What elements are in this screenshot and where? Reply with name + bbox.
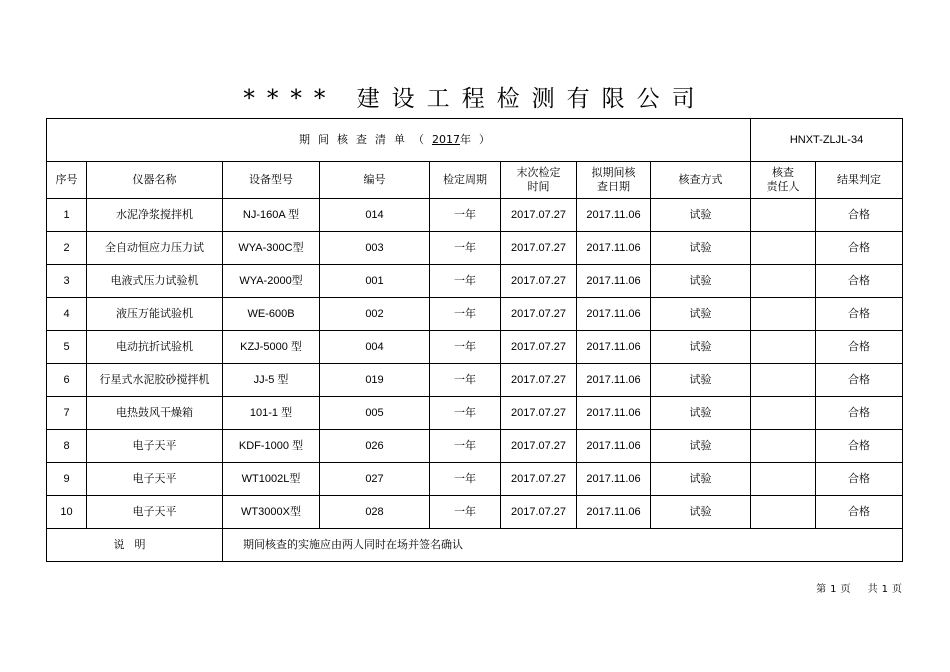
row-model: WYA-2000型 xyxy=(223,265,320,298)
row-model: KZJ-5000 型 xyxy=(223,331,320,364)
table-body xyxy=(47,199,903,529)
row-person xyxy=(751,496,816,529)
header-last-check-line2: 时间 xyxy=(527,180,550,193)
row-last-check: 2017.07.27 xyxy=(501,265,577,298)
footer-total-prefix: 共 xyxy=(867,584,878,595)
row-method: 试验 xyxy=(651,331,751,364)
row-last-check: 2017.07.27 xyxy=(501,496,577,529)
row-result: 合格 xyxy=(816,397,903,430)
row-number: 019 xyxy=(320,364,430,397)
row-result: 合格 xyxy=(816,331,903,364)
row-last-check: 2017.07.27 xyxy=(501,364,577,397)
row-last-check: 2017.07.27 xyxy=(501,298,577,331)
row-result: 合格 xyxy=(816,232,903,265)
row-method: 试验 xyxy=(651,430,751,463)
row-last-check: 2017.07.27 xyxy=(501,463,577,496)
row-seq: 3 xyxy=(47,265,87,298)
row-name: 电子天平 xyxy=(87,430,223,463)
page-footer xyxy=(812,580,902,595)
title-row xyxy=(47,119,903,162)
row-number: 014 xyxy=(320,199,430,232)
header-seq: 序号 xyxy=(47,162,87,199)
footer-page: 1 xyxy=(830,584,837,595)
note-text: 期间核查的实施应由两人同时在场并签名确认 xyxy=(223,529,903,562)
row-person xyxy=(751,397,816,430)
row-person xyxy=(751,265,816,298)
header-plan-date xyxy=(577,162,651,199)
row-period: 一年 xyxy=(430,298,501,331)
header-number: 编号 xyxy=(320,162,430,199)
row-seq: 9 xyxy=(47,463,87,496)
row-model: WT3000X型 xyxy=(223,496,320,529)
row-seq: 4 xyxy=(47,298,87,331)
row-period: 一年 xyxy=(430,265,501,298)
table-row xyxy=(47,397,903,430)
row-method: 试验 xyxy=(651,364,751,397)
company-name: **** 建设工程检测有限公司 xyxy=(243,86,707,112)
header-person-line1: 核查 xyxy=(772,166,794,179)
row-model: WT1002L型 xyxy=(223,463,320,496)
header-name: 仪器名称 xyxy=(87,162,223,199)
header-model: 设备型号 xyxy=(223,162,320,199)
row-model: WYA-300C型 xyxy=(223,232,320,265)
row-person xyxy=(751,463,816,496)
header-row xyxy=(47,162,903,199)
row-last-check: 2017.07.27 xyxy=(501,430,577,463)
row-plan-date: 2017.11.06 xyxy=(577,232,651,265)
row-name: 电子天平 xyxy=(87,463,223,496)
row-model: JJ-5 型 xyxy=(223,364,320,397)
row-plan-date: 2017.11.06 xyxy=(577,298,651,331)
row-number: 027 xyxy=(320,463,430,496)
row-seq: 6 xyxy=(47,364,87,397)
footer-page-prefix: 第 xyxy=(816,584,827,595)
row-period: 一年 xyxy=(430,430,501,463)
inspection-table xyxy=(46,118,903,562)
row-last-check: 2017.07.27 xyxy=(501,397,577,430)
row-result: 合格 xyxy=(816,199,903,232)
row-last-check: 2017.07.27 xyxy=(501,232,577,265)
header-person-line2: 责任人 xyxy=(766,180,800,193)
row-person xyxy=(751,430,816,463)
row-last-check: 2017.07.27 xyxy=(501,199,577,232)
row-method: 试验 xyxy=(651,496,751,529)
header-last-check-line1: 末次检定 xyxy=(516,166,561,179)
table-row xyxy=(47,463,903,496)
row-plan-date: 2017.11.06 xyxy=(577,496,651,529)
row-plan-date: 2017.11.06 xyxy=(577,397,651,430)
row-person xyxy=(751,364,816,397)
row-model: WE-600B xyxy=(223,298,320,331)
row-plan-date: 2017.11.06 xyxy=(577,331,651,364)
form-code: HNXT-ZLJL-34 xyxy=(751,119,903,162)
row-result: 合格 xyxy=(816,298,903,331)
row-result: 合格 xyxy=(816,496,903,529)
row-number: 028 xyxy=(320,496,430,529)
row-model: KDF-1000 型 xyxy=(223,430,320,463)
header-plan-line1: 拟期间核 xyxy=(591,166,636,179)
row-number: 005 xyxy=(320,397,430,430)
row-period: 一年 xyxy=(430,331,501,364)
row-last-check: 2017.07.27 xyxy=(501,331,577,364)
header-person xyxy=(751,162,816,199)
table-row xyxy=(47,496,903,529)
row-name: 电动抗折试验机 xyxy=(87,331,223,364)
table-row xyxy=(47,232,903,265)
header-period: 检定周期 xyxy=(430,162,501,199)
row-seq: 5 xyxy=(47,331,87,364)
row-model: 101-1 型 xyxy=(223,397,320,430)
row-person xyxy=(751,199,816,232)
row-method: 试验 xyxy=(651,232,751,265)
row-method: 试验 xyxy=(651,463,751,496)
row-person xyxy=(751,232,816,265)
row-method: 试验 xyxy=(651,397,751,430)
row-name: 水泥净浆搅拌机 xyxy=(87,199,223,232)
row-seq: 1 xyxy=(47,199,87,232)
row-seq: 2 xyxy=(47,232,87,265)
row-number: 003 xyxy=(320,232,430,265)
form-title-suffix: 年） xyxy=(460,133,498,146)
row-period: 一年 xyxy=(430,364,501,397)
form-title-year: 2017 xyxy=(432,133,460,146)
table-row xyxy=(47,199,903,232)
row-seq: 7 xyxy=(47,397,87,430)
row-result: 合格 xyxy=(816,430,903,463)
row-result: 合格 xyxy=(816,265,903,298)
row-person xyxy=(751,298,816,331)
note-row xyxy=(47,529,903,562)
row-result: 合格 xyxy=(816,463,903,496)
table-row xyxy=(47,265,903,298)
row-plan-date: 2017.11.06 xyxy=(577,463,651,496)
footer-total: 1 xyxy=(881,584,888,595)
row-method: 试验 xyxy=(651,265,751,298)
row-name: 电子天平 xyxy=(87,496,223,529)
form-title-prefix: 期间核查清单（ xyxy=(299,133,432,146)
note-label: 说明 xyxy=(47,529,223,562)
row-seq: 10 xyxy=(47,496,87,529)
row-plan-date: 2017.11.06 xyxy=(577,265,651,298)
row-seq: 8 xyxy=(47,430,87,463)
header-method: 核查方式 xyxy=(651,162,751,199)
form-title xyxy=(47,119,751,162)
row-number: 004 xyxy=(320,331,430,364)
footer-total-unit: 页 xyxy=(892,584,902,595)
row-name: 电液式压力试验机 xyxy=(87,265,223,298)
row-period: 一年 xyxy=(430,463,501,496)
row-person xyxy=(751,331,816,364)
row-method: 试验 xyxy=(651,298,751,331)
row-plan-date: 2017.11.06 xyxy=(577,364,651,397)
row-number: 026 xyxy=(320,430,430,463)
row-method: 试验 xyxy=(651,199,751,232)
row-name: 液压万能试验机 xyxy=(87,298,223,331)
table-row xyxy=(47,331,903,364)
table-row xyxy=(47,298,903,331)
row-result: 合格 xyxy=(816,364,903,397)
row-name: 全自动恒应力压力试 xyxy=(87,232,223,265)
row-name: 行星式水泥胶砂搅拌机 xyxy=(87,364,223,397)
table-row xyxy=(47,364,903,397)
footer-page-unit: 页 xyxy=(840,584,851,595)
table-row xyxy=(47,430,903,463)
header-result: 结果判定 xyxy=(816,162,903,199)
header-plan-line2: 查日期 xyxy=(597,180,630,193)
row-period: 一年 xyxy=(430,397,501,430)
row-period: 一年 xyxy=(430,232,501,265)
row-period: 一年 xyxy=(430,496,501,529)
row-number: 001 xyxy=(320,265,430,298)
row-name: 电热鼓风干燥箱 xyxy=(87,397,223,430)
row-plan-date: 2017.11.06 xyxy=(577,199,651,232)
row-model: NJ-160A 型 xyxy=(223,199,320,232)
row-period: 一年 xyxy=(430,199,501,232)
header-last-check xyxy=(501,162,577,199)
row-number: 002 xyxy=(320,298,430,331)
row-plan-date: 2017.11.06 xyxy=(577,430,651,463)
